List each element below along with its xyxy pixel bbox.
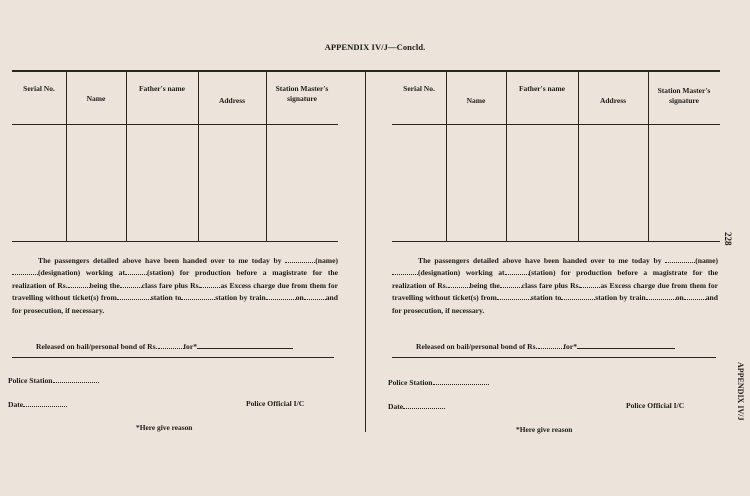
bail-label: Released on bail/personal bond of Rs. [36,342,158,351]
blank-field[interactable] [12,267,38,275]
blank-field[interactable] [285,255,315,263]
header-rule [392,124,720,125]
paragraph-text: (station) for production before a magistrate for the realization of Rs. [392,268,718,290]
header-rule [12,124,338,125]
paragraph-text: station by train [595,293,646,303]
paragraph-text: being the [89,280,120,290]
table-bottom-rule [392,241,720,242]
paragraph-text: class fare plus Rs. [141,280,201,290]
bail-rule [12,357,334,358]
date-line [8,399,67,409]
page-number: 228 [723,232,733,246]
blank-field[interactable] [117,292,151,300]
police-station-line [8,375,99,385]
paragraph-text: class fare plus Rs. [521,280,581,290]
paragraph-text: (designation) working at [38,268,125,278]
column-header-station-master-signature: Station Master's signature [275,84,329,103]
bail-rule [392,357,716,358]
paragraph-text: The passengers detailed above have been handed over to me today by [38,256,282,265]
blank-field[interactable] [120,280,142,288]
blank-field[interactable] [304,292,326,300]
paragraph-text: as Excess charge due from them for travelling without ticket(s) from [12,280,338,303]
column-header-serial: Serial No. [23,84,55,93]
bail-amount-field[interactable] [158,341,184,349]
date-label: Date [8,400,24,409]
police-official-label: Police Official I/C [626,401,685,410]
declaration-paragraph [392,255,718,317]
bail-line [36,341,293,351]
blank-field[interactable] [665,255,695,263]
blank-field[interactable] [68,280,90,288]
paragraph-text: on [675,293,684,303]
blank-field[interactable] [580,280,600,288]
blank-field[interactable] [392,267,418,275]
blank-field[interactable] [181,292,215,300]
blank-field[interactable] [505,267,529,275]
blank-field[interactable] [200,280,220,288]
left-form [8,70,344,450]
blank-field[interactable] [500,280,522,288]
column-header-fathers-name: Father's name [518,84,566,93]
paragraph-text: (designation) working at [418,268,505,278]
column-header-name: Name [466,96,486,105]
paragraph-text: as Excess charge due from them for travelling without ticket(s) from [392,280,718,303]
police-official-label: Police Official I/C [246,399,305,408]
blank-field[interactable] [497,292,531,300]
center-divider [365,70,366,432]
blank-field[interactable] [448,280,470,288]
police-station-line [388,377,489,387]
date-field[interactable] [403,401,445,409]
paragraph-text: The passengers detailed above have been handed over to me today by [418,256,662,265]
column-header-fathers-name: Father's name [138,84,186,93]
bail-label: Released on bail/personal bond of Rs. [416,342,538,351]
column-divider [126,70,127,242]
blank-field[interactable] [684,292,706,300]
right-form [388,70,724,450]
paragraph-text: station to [150,293,182,303]
table-bottom-rule [12,241,338,242]
declaration-paragraph [12,255,338,317]
paragraph-text: and for prosecution, if necessary. [12,293,338,315]
blank-field[interactable] [125,267,147,275]
date-field[interactable] [23,399,67,407]
paragraph-text: station to [530,293,562,303]
bail-line [416,341,675,351]
date-label: Date [388,402,404,411]
column-divider [506,70,507,242]
footnote: *Here give reason [516,425,573,434]
paragraph-text: being the [469,280,500,290]
column-header-address: Address [218,96,246,105]
bail-for-label: for* [563,342,578,351]
column-header-name: Name [86,94,106,103]
blank-field[interactable] [266,292,296,300]
page-title: APPENDIX IV/J—Concld. [324,42,426,52]
police-station-field[interactable] [53,375,99,383]
paragraph-text: and for prosecution, if necessary. [392,293,718,315]
date-line [388,401,445,411]
side-running-title: APPENDIX IV/J [736,362,745,421]
paragraph-text: (name) [315,256,338,265]
bail-reason-field[interactable] [197,341,293,349]
bail-reason-field[interactable] [577,341,675,349]
blank-field[interactable] [561,292,595,300]
bail-amount-field[interactable] [538,341,564,349]
column-header-serial: Serial No. [403,84,435,93]
police-station-label: Police Station [388,378,433,387]
paragraph-text: (name) [695,256,718,265]
column-header-address: Address [599,96,627,105]
column-header-station-master-signature: Station Master's signature [657,86,711,105]
blank-field[interactable] [646,292,676,300]
police-station-field[interactable] [433,377,489,385]
paragraph-text: (station) for production before a magistrate for the realization of Rs. [12,268,339,290]
paragraph-text: station by train [215,293,266,303]
footnote: *Here give reason [136,423,193,432]
paragraph-text: on [295,293,304,303]
police-station-label: Police Station [8,376,53,385]
bail-for-label: for* [183,342,198,351]
